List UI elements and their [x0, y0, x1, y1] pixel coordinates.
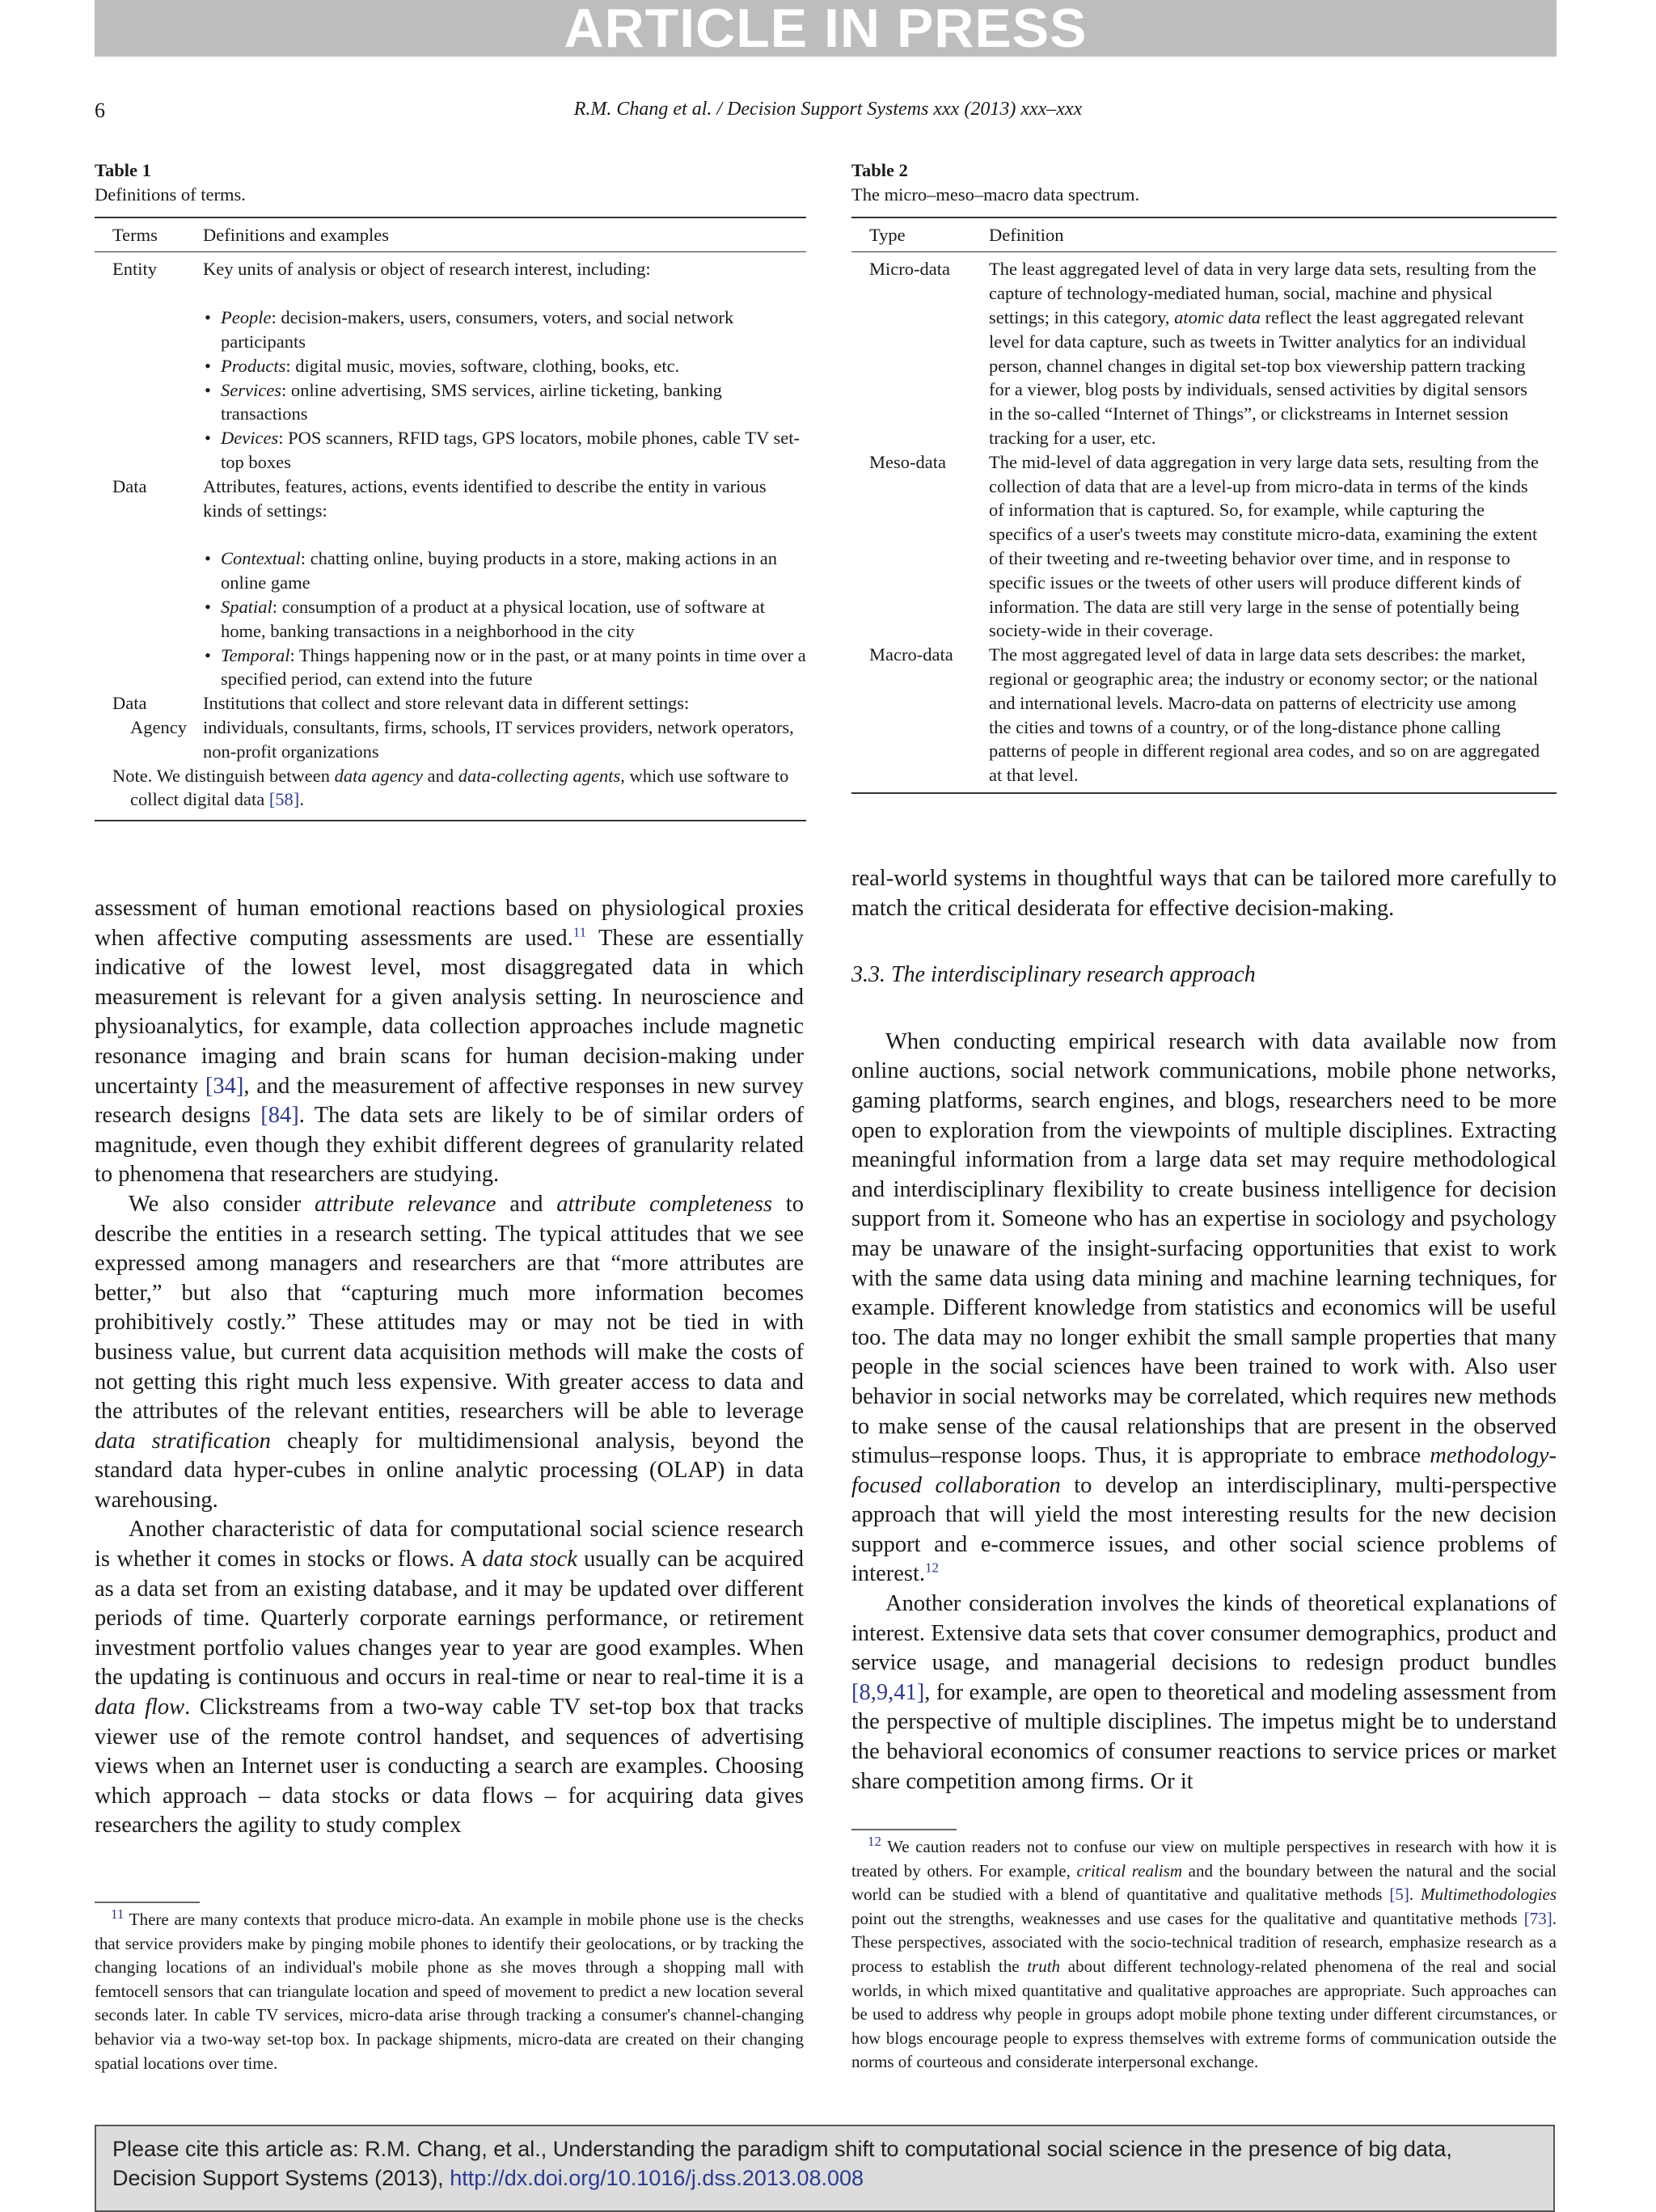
- list-item: • Devices: POS scanners, RFID tags, GPS locators, mobile phones, cable TV set-top boxes: [203, 426, 806, 475]
- table-note: Note. We distinguish between data agency and data-collecting agents, which use software to collect digital data [58].: [95, 764, 806, 821]
- table-2-caption: The micro–meso–macro data spectrum.: [851, 184, 1140, 205]
- definition-cell: Institutions that collect and store relevant data in different settings: individuals, consultants, firms, schools, IT services providers, network operators, non-profit organizations: [203, 693, 794, 762]
- term-cell: Micro-data: [869, 259, 950, 280]
- table-1: [95, 158, 806, 821]
- footnote-number: 12: [868, 1834, 881, 1849]
- term-cell: Meso-data: [869, 451, 946, 472]
- footnote-11: $^{11}$ There are many contexts that produce micro-data. An example in mobile phone use is the checks that service providers make by pinging mobile phones to identify their geolocations, or by tracking the changing locations of an individual's mobile phone as she moves through a shopping mall with femtocell sensors that can triangulate location and speed of movement to predict a new location several seconds later. In cable TV services, micro-data arise through tracking a consumer's channel-changing behavior via a two-way set-top box. In package shipments, micro-data are created on their changing spatial locations over time.: [95, 1906, 804, 2073]
- reference-link[interactable]: [5]: [1389, 1885, 1409, 1905]
- table-row: [95, 252, 806, 475]
- list-item: • Contextual: chatting online, buying products in a store, making actions in an online game: [203, 547, 806, 595]
- citation-box: [95, 2125, 1555, 2212]
- definition-text: Attributes, features, actions, events identified to describe the entity in various kinds of settings:: [203, 475, 767, 521]
- table-2: [851, 158, 1557, 794]
- footnote-12: $^{12}$ We caution readers not to confuse our view on multiple perspectives in research with how it is treated by others. For example, critical realism and the boundary between the natural and the social world can be studied with a blend of quantitative and qualitative methods [5]. Multimethodologies point out the strengths, weaknesses and use cases for the qualitative and quantitative methods [73]. These perspectives, associated with the socio-technical tradition of research, emphasize research as a process to establish the truth about different technology-related phenomena of the real and social worlds, in which mixed quantitative and qualitative approaches are appropriate. Such approaches can be used to address why people in groups adopt mobile phone texting under different circumstances, or how blogs encourage people to express themselves with extreme forms of communication outside the norms of courteous and considerate interpersonal exchange.: [851, 1834, 1557, 2072]
- paragraph: Another characteristic of data for computational social science research is whether it comes in stocks or flows. A data stock usually can be acquired as a data set from an existing database, and it may be updated over different periods of time. Quarterly corporate earnings performance, or retirement investment portfolio values changes year to year are good examples. When the updating is continuous and occurs in real-time or near to real-time it is a data flow. Clickstreams from a two-way cable TV set-top box that tracks viewer use of the remote control handset, and sequences of advertising views when an Internet user is conducting a search are examples. Choosing which approach – data stocks or data flows – for acquiring data gives researchers the agility to study complex: [95, 1517, 805, 1838]
- table-2-grid: [851, 217, 1557, 794]
- list-item: • Services: online advertising, SMS services, airline ticketing, banking transactions: [203, 378, 806, 427]
- paragraph: When conducting empirical research with data available now from online auctions, social network communications, mobile phone networks, gaming platforms, search engines, and blogs, researchers need to be more open to exploration from the viewpoints of multiple disciplines. Extracting meaningful information from a large data set may require methodological and interdisciplinary flexibility to create business intelligence for decision support from it. Someone who has an expertise in sociology and psychology may be unaware of the insight-surfacing opportunities that exist to work with the same data using data mining and machine learning techniques, for example. Different knowledge from statistics and economics will be useful too. The data may no longer exhibit the small sample properties that many people in the social sciences have been trained to work with. Also user behavior in social networks may be correlated, which requires new methods to make sense of the causal relationships that are present in the observed stimulus–response loops. Thus, it is appropriate to embrace methodology-focused collaboration to develop an interdisciplinary, multi-perspective approach that will yield the most interesting results for the new decision support and e-commerce issues, and other social science problems of interest.$^{12}$: [851, 1028, 1557, 1587]
- section-heading: 3.3. The interdisciplinary research approach: [851, 962, 1256, 988]
- paragraph: real-world systems in thoughtful ways that can be tailored more carefully to match the critical desiderata for effective decision-making.: [851, 866, 1557, 921]
- column-header: Type: [851, 217, 989, 252]
- table-row: [851, 450, 1557, 643]
- column-header: Terms: [95, 217, 203, 252]
- table-1-label: Table 1: [95, 160, 151, 180]
- table-1-caption: Definitions of terms.: [95, 184, 246, 205]
- table-header-row: [851, 217, 1557, 252]
- table-note-row: [95, 764, 806, 821]
- column-header: Definitions and examples: [203, 217, 806, 252]
- list-item: • Spatial: consumption of a product at a physical location, use of software at home, banking transactions in a neighborhood in the city: [203, 595, 806, 644]
- table-row: [95, 691, 806, 763]
- doi-link[interactable]: http://dx.doi.org/10.1016/j.dss.2013.08.008: [450, 2166, 864, 2190]
- definition-cell: The least aggregated level of data in very large data sets, resulting from the capture of technology-mediated human, social, machine and physical settings; in this category, atomic data reflect the least aggregated relevant level for data capture, such as tweets in Twitter analytics for an individual person, channel changes in digital set-top box viewership pattern tracking for a viewer, blog posts by individuals, sensed activities by digital sensors in the so-called “Internet of Things”, or clickstreams in Internet session tracking for a user, etc.: [989, 259, 1536, 448]
- list-item: • People: decision-makers, users, consumers, voters, and social network participants: [203, 306, 806, 354]
- page-number: 6: [95, 99, 105, 122]
- footnote-number: 11: [111, 1906, 125, 1922]
- entity-examples-list: [203, 306, 806, 475]
- definition-cell: The most aggregated level of data in large data sets describes: the market, regional or geographic area; the industry or economy sector; or the national and international levels. Macro-data on patterns of electricity use among the cities and towns of a country, or of the long-distance phone calling patterns of people in different regional area codes, and so on are aggregated at that level.: [989, 643, 1557, 793]
- paragraph: Another consideration involves the kinds of theoretical explanations of interest. Extensive data sets that cover consumer demographics, product and service usage, and managerial decisions to redesign product bundles [8,9,41], for example, are open to theoretical and modeling assessment from the perspective of multiple disciplines. The impetus might be to understand the behavioral economics of consumer reactions to service prices or market share competition among firms. Or it: [851, 1591, 1557, 1794]
- footnote-marker[interactable]: 11: [572, 924, 587, 940]
- table-1-grid: [95, 217, 806, 822]
- table-row: [851, 252, 1557, 450]
- footnote-marker[interactable]: 12: [925, 1560, 940, 1576]
- citation-text: Please cite this article as: R.M. Chang, et al., Understanding the paradigm shift to computational social science in the presence of big data, Decision Support Systems (2013),: [112, 2137, 1452, 2190]
- term-cell: Entity: [112, 259, 157, 280]
- list-item: • Temporal: Things happening now or in the past, or at many points in time over a specified period, can extend into the future: [203, 644, 806, 692]
- article-in-press-banner: ARTICLE IN PRESS: [95, 0, 1557, 57]
- column-header: Definition: [989, 217, 1557, 252]
- definition-cell: The mid-level of data aggregation in very large data sets, resulting from the collection of data that are a level-up from micro-data in terms of the kinds of information that is captured. So, for example, while capturing the specifics of a user's tweets may constitute micro-data, examining the extent of their tweeting and re-tweeting behavior over time, and in response to specific issues or the tweets of other users will produce different kinds of information. The data are still very large in the sense of potentially being society-wide in their coverage.: [989, 451, 1539, 641]
- reference-link[interactable]: [58]: [268, 789, 300, 810]
- running-header: R.M. Chang et al. / Decision Support Systems xxx (2013) xxx–xxx: [573, 99, 1083, 120]
- table-row: [95, 475, 806, 691]
- reference-link[interactable]: [84]: [260, 1103, 299, 1129]
- footnote-rule: [851, 1829, 957, 1830]
- left-column-text: [95, 894, 804, 1841]
- reference-link[interactable]: [34]: [205, 1073, 244, 1099]
- paragraph: assessment of human emotional reactions based on physiological proxies when affective computing assessments are used.$^{11}$ These are essentially indicative of the lowest level, most disaggregated data in which measurement is relevant for a given analysis setting. In neuroscience and physioanalytics, for example, data collection approaches include magnetic resonance imaging and brain scans for human decision-making under uncertainty [34], and the measurement of affective responses in new survey research designs [84]. The data sets are likely to be of similar orders of magnitude, even though they exhibit different degrees of granularity related to phenomena that researchers are studying.: [95, 896, 804, 1188]
- paragraph: We also consider attribute relevance and attribute completeness to describe the entities in a research setting. The typical attitudes that we see expressed among managers and researchers are that “more attributes are better,” but also that “capturing much more information becomes prohibitively costly.” These attitudes may or may not be tied in with business value, but current data acquisition methods will make the costs of not getting this right much less expensive. With greater access to data and the attributes of the relevant entities, researchers will be able to leverage data stratification cheaply for multidimensional analysis, beyond the standard data hyper-cubes in online analytic processing (OLAP) in data warehousing.: [95, 1191, 804, 1513]
- data-examples-list: [203, 547, 806, 691]
- table-header-row: [95, 217, 806, 252]
- list-item: • Products: digital music, movies, software, clothing, books, etc.: [203, 354, 806, 378]
- definition-cell: [203, 475, 806, 691]
- definition-cell: [203, 252, 806, 475]
- right-column-text: [851, 864, 1557, 1796]
- term-cell: Data: [112, 475, 147, 496]
- table-row: [851, 643, 1557, 793]
- table-2-label: Table 2: [851, 160, 908, 180]
- term-cell: Data Agency: [112, 693, 187, 737]
- term-cell: Macro-data: [851, 643, 989, 793]
- reference-link[interactable]: [73]: [1523, 1908, 1552, 1928]
- footnote-rule: [95, 1902, 200, 1903]
- definition-text: Key units of analysis or object of research interest, including:: [203, 259, 651, 280]
- reference-link[interactable]: [8,9,41]: [851, 1679, 925, 1705]
